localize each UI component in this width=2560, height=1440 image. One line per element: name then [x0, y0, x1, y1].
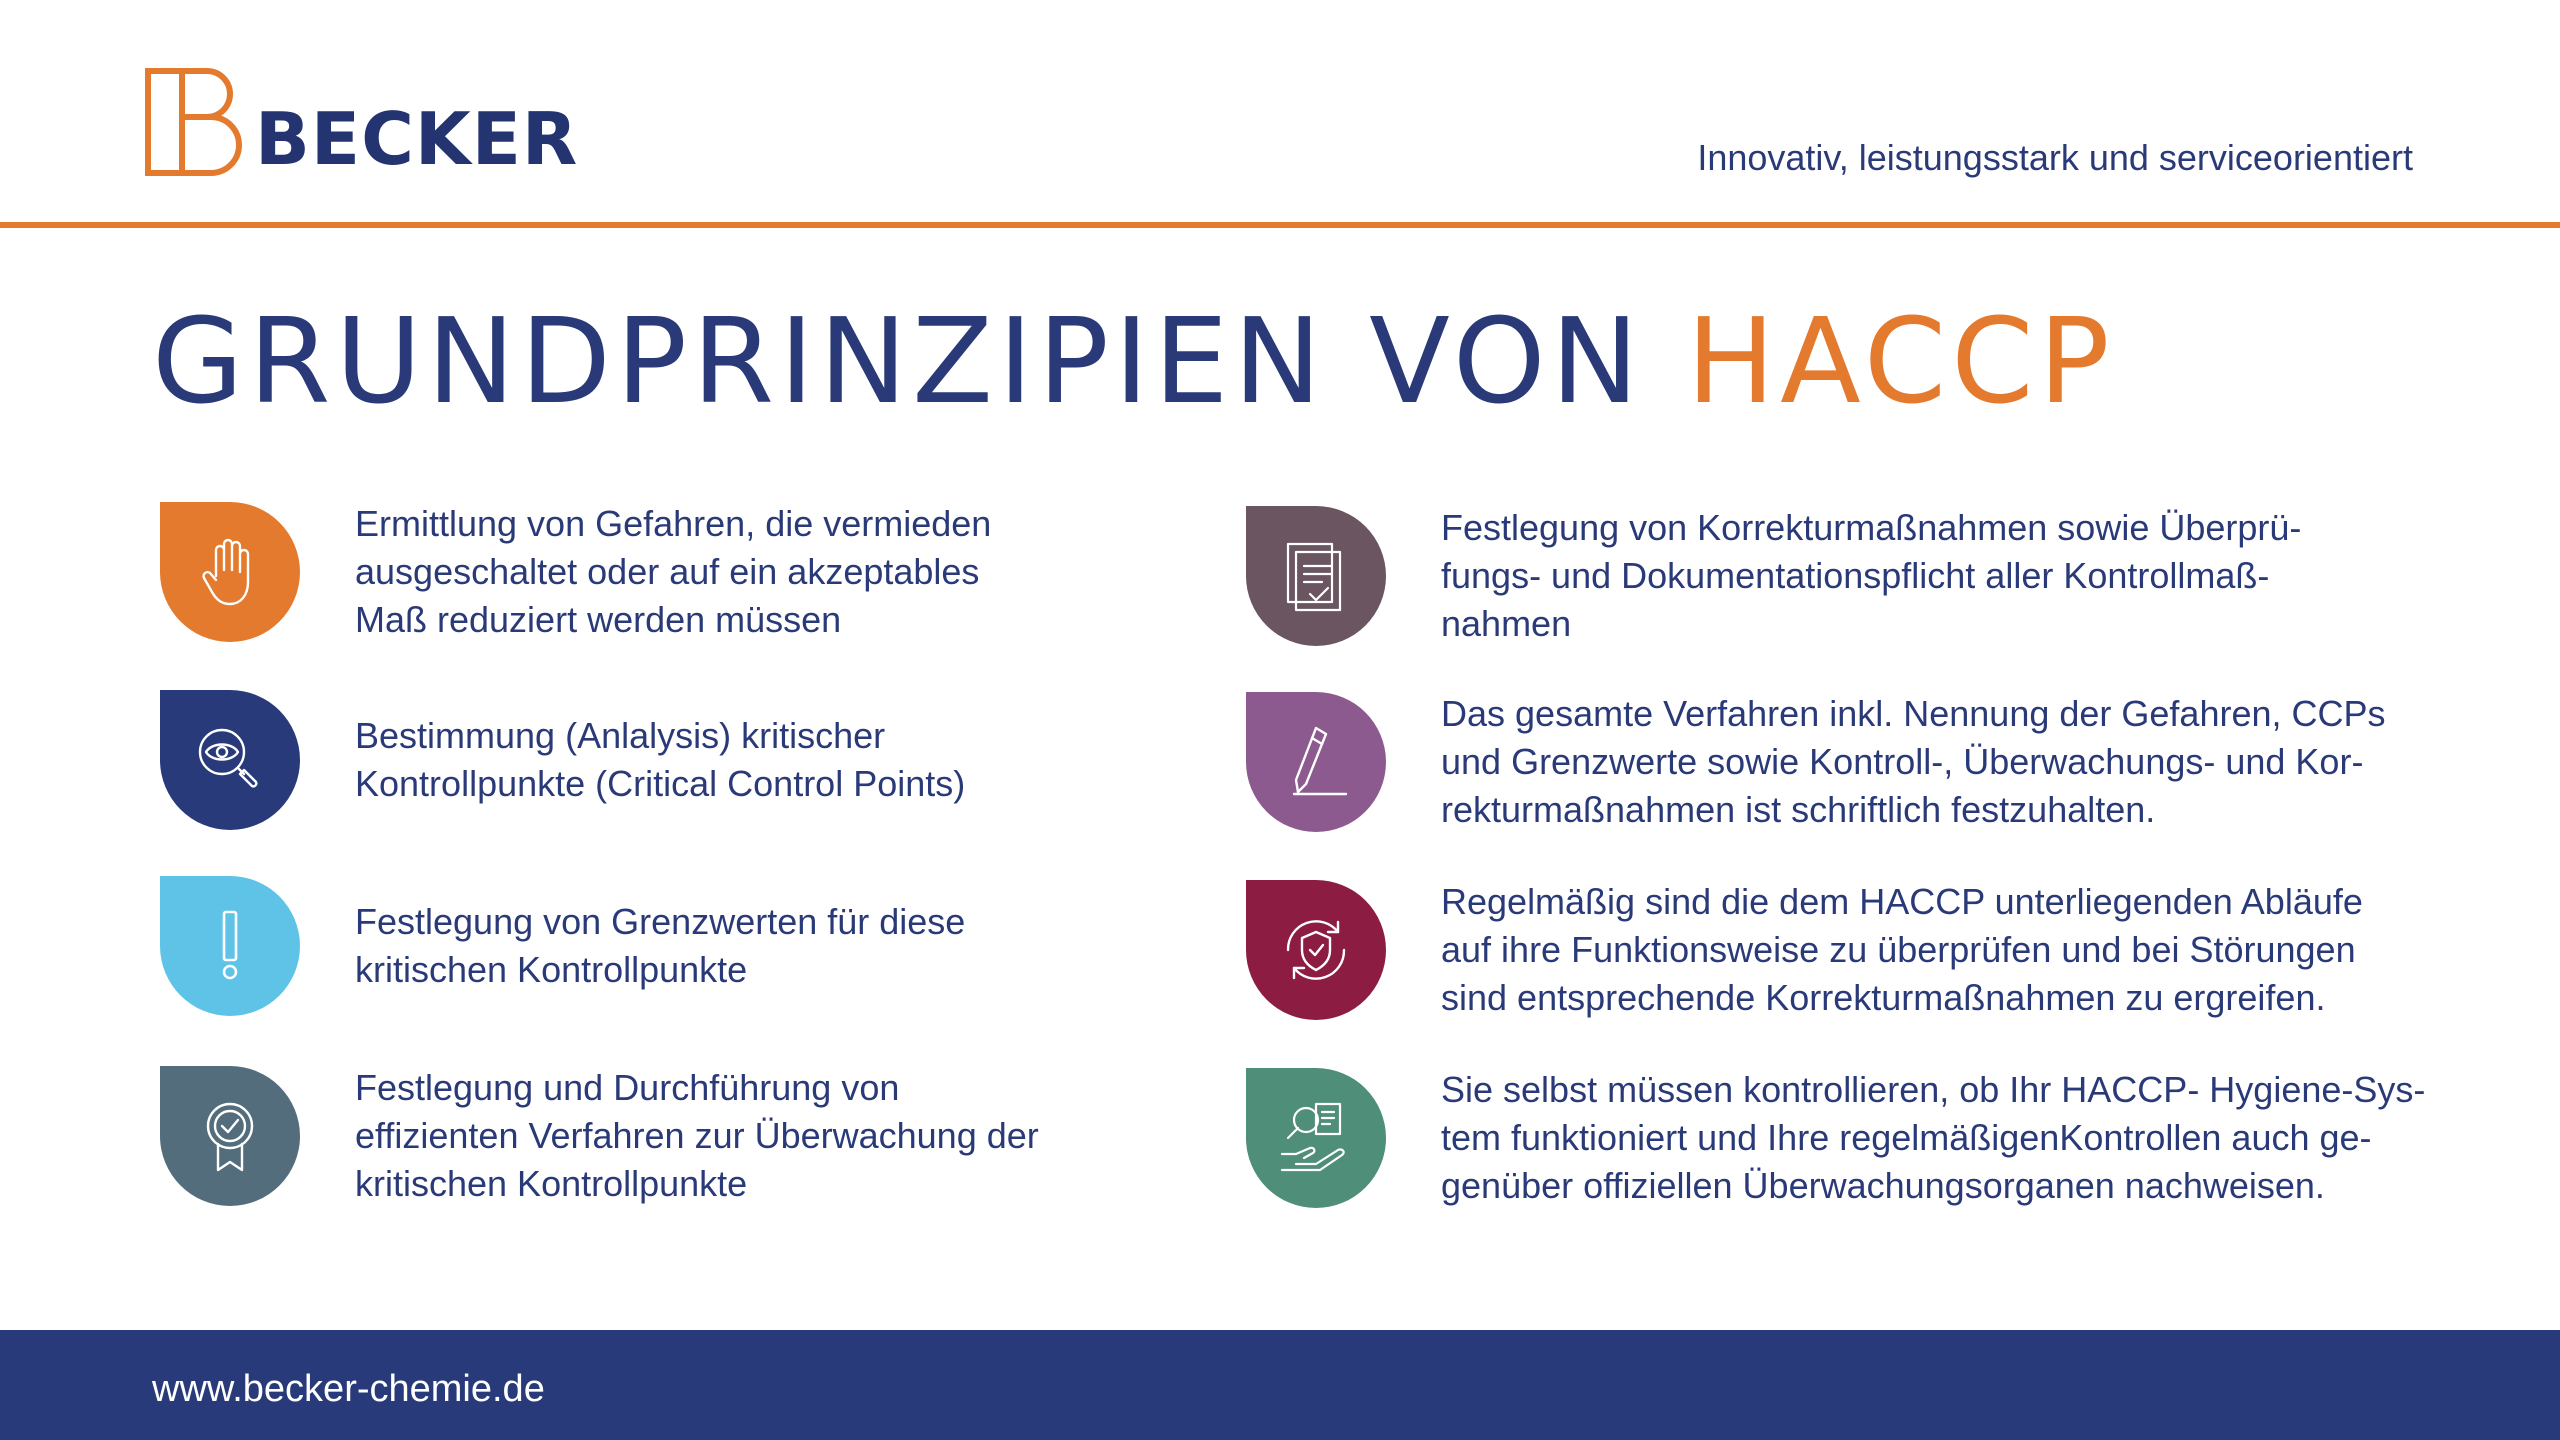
- principle-item: [1246, 690, 2386, 834]
- eye-magnifier-icon: [190, 720, 270, 800]
- brand-name: BECKER: [255, 97, 579, 181]
- principle-badge: [1246, 692, 1386, 832]
- principle-text: Festlegung von Grenzwerten für diese kritischen Kontrollpunkte: [355, 901, 966, 990]
- principle-item: [160, 1064, 1039, 1208]
- principle-badge: [160, 690, 300, 830]
- principle-item: [1246, 1066, 2425, 1210]
- principle-text: Regelmäßig sind die dem HACCP unterliegenden Abläufe auf ihre Funktionsweise zu überprüfen und bei Störungen sind entsprechende Korrekturmaßnahmen zu ergreifen.: [1441, 881, 2363, 1018]
- principle-badge: [160, 876, 300, 1016]
- hand-stop-icon: [190, 532, 270, 612]
- brand-logo: [145, 62, 579, 181]
- principle-badge: [160, 502, 300, 642]
- footer-bar: [0, 1330, 2560, 1440]
- principle-badge: [1246, 506, 1386, 646]
- principle-item: [1246, 878, 2363, 1022]
- page-title: [152, 292, 2115, 430]
- exclamation-icon: [190, 906, 270, 986]
- title-accent: HACCP: [1686, 292, 2115, 430]
- principle-text: Sie selbst müssen kontrollieren, ob Ihr HACCP- Hygiene-Sys- tem funktioniert und Ihre regelmäßigenKontrollen auch ge- genüber offiziellen Überwachungsorganen nachweisen.: [1441, 1069, 2426, 1206]
- shield-cycle-icon: [1276, 910, 1356, 990]
- footer-website-link[interactable]: www.becker-chemie.de: [152, 1368, 545, 1410]
- header-divider: [0, 222, 2560, 228]
- principle-text: Bestimmung (Anlalysis) kritischer Kontrollpunkte (Critical Control Points): [355, 715, 966, 804]
- principle-badge: [1246, 1068, 1386, 1208]
- principle-item: [160, 500, 991, 644]
- award-badge-icon: [190, 1096, 270, 1176]
- principle-text: Festlegung und Durchführung von effizienten Verfahren zur Überwachung der kritischen Kontrollpunkte: [355, 1067, 1039, 1204]
- principle-item: [160, 690, 965, 830]
- hand-inspection-icon: [1276, 1098, 1356, 1178]
- becker-logo-icon: [145, 67, 245, 177]
- principle-text: Ermittlung von Gefahren, die vermieden ausgeschaltet oder auf ein akzeptables Maß reduziert werden müssen: [355, 503, 992, 640]
- principle-item: [160, 876, 965, 1016]
- principle-item: [1246, 504, 2301, 648]
- principle-text: Das gesamte Verfahren inkl. Nennung der Gefahren, CCPs und Grenzwerte sowie Kontroll-, Überwachungs- und Kor- rekturmaßnahmen ist schriftlich festzuhalten.: [1441, 693, 2386, 830]
- document-check-icon: [1276, 536, 1356, 616]
- pen-icon: [1276, 722, 1356, 802]
- principle-badge: [160, 1066, 300, 1206]
- brand-tagline: Innovativ, leistungsstark und serviceorientiert: [1697, 137, 2413, 178]
- title-main: GRUNDPRINZIPIEN VON: [152, 292, 1687, 430]
- principle-text: Festlegung von Korrekturmaßnahmen sowie Überprü- fungs- und Dokumentationspflicht aller Kontrollmaß- nahmen: [1441, 507, 2302, 644]
- principle-badge: [1246, 880, 1386, 1020]
